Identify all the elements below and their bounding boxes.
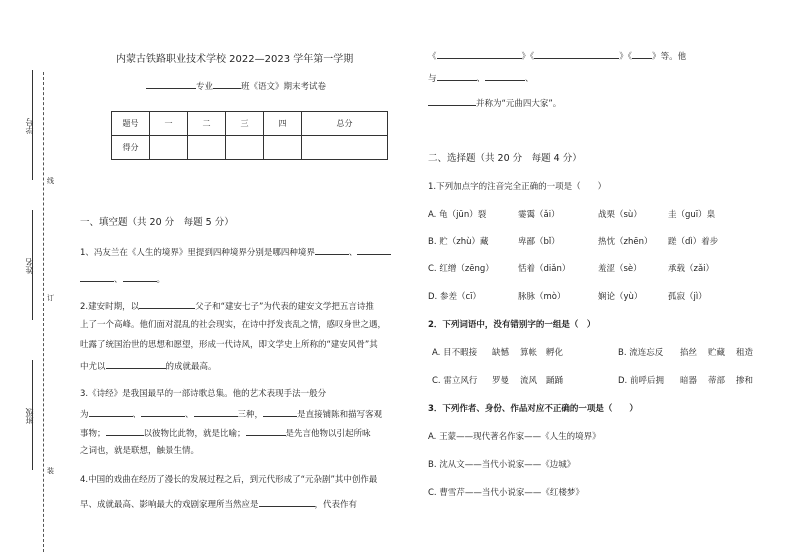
score-header-cell: 总分 (302, 112, 388, 136)
score-table-header-row (112, 112, 388, 136)
score-table (111, 111, 388, 160)
major-blank[interactable] (146, 78, 196, 89)
answer-blank[interactable] (141, 406, 185, 417)
binding-mark-bind: 装 (47, 467, 54, 475)
answer-blank[interactable] (534, 48, 619, 59)
question-1-2-line3: 吐露了统国治世的思想和愿望，形成一代诗风，即文学史上所称的“建安风骨”其 (80, 340, 378, 350)
question-1-2: 2.建安时期，以 父子和“建安七子”为代表的建安文学把五言诗推 (80, 298, 374, 314)
answer-blank[interactable] (194, 406, 238, 417)
question-1-3: 3.《诗经》是我国最早的一部诗歌总集。他的艺术表现手法一般分 (80, 389, 327, 399)
option-row[interactable]: A. 王蒙——现代著名作家——《人生的境界》 (428, 432, 601, 442)
answer-blank[interactable] (437, 70, 477, 81)
student-id-blank[interactable] (32, 70, 33, 180)
answer-blank[interactable] (485, 70, 525, 81)
answer-blank[interactable] (437, 48, 522, 59)
question-1-3-line4: 之词也，就是联想，触景生情。 (80, 446, 200, 456)
name-label: 姓名 (25, 258, 34, 274)
answer-blank[interactable] (123, 271, 157, 282)
question-1-2-line4: 中尤以 的成就最高。 (80, 358, 217, 374)
score-header-cell: 三 (226, 112, 264, 136)
option-row[interactable]: B. 沈从文——当代小说家——《边城》 (428, 460, 576, 470)
question-2-1: 1.下列加点字的注音完全正确的一项是（ ） (428, 182, 607, 192)
question-1-4-line5: 并称为“元曲四大家”。 (428, 95, 561, 111)
question-1-2-line2: 上了一个高峰。他们面对混乱的社会现实，在诗中抒发丧乱之情，感叹身世之遇， (80, 320, 387, 330)
name-blank[interactable] (32, 210, 33, 320)
answer-blank[interactable] (80, 271, 114, 282)
question-1-4-line3: 《 》《 》《 》等。他 (428, 48, 686, 64)
class-blank[interactable] (32, 360, 33, 470)
section2-heading: 二、选择题（共 20 分 每题 4 分） (428, 153, 582, 164)
question-1-1: 1、冯友兰在《人生的境界》里提到四种境界分别是哪四种境界 、 (80, 244, 391, 260)
question-1-4-line2: 早、成就最高、影响最大的戏剧家理所当然应是 ，代表作有 (80, 496, 357, 512)
question-2-2: 2．下列词语中，没有错别字的一组是（ ） (428, 320, 596, 330)
answer-blank[interactable] (259, 496, 315, 507)
score-cell[interactable] (188, 136, 226, 160)
answer-blank[interactable] (632, 48, 652, 59)
answer-blank[interactable] (89, 406, 133, 417)
answer-blank[interactable] (106, 425, 144, 436)
class-label: 班级 (25, 408, 34, 424)
score-row-label: 得分 (112, 136, 150, 160)
question-2-3: 3．下列作者、身份、作品对应不正确的一项是（ ） (428, 404, 638, 414)
answer-blank[interactable] (357, 244, 391, 255)
answer-blank[interactable] (263, 406, 297, 417)
subtitle: 专业 班《语文》期末考试卷 (146, 78, 326, 94)
answer-blank[interactable] (246, 425, 286, 436)
binding-line (43, 72, 44, 552)
section1-heading: 一、填空题（共 20 分 每题 5 分） (80, 217, 234, 228)
question-1-3-line3: 事物； 以彼物比此物，就是比喻； 是先言他物以引起所咏 (80, 425, 371, 441)
question-1-4: 4.中国的戏曲在经历了漫长的发展过程之后，到元代形成了“元杂剧”其中创作最 (80, 475, 378, 485)
score-header-cell: 一 (150, 112, 188, 136)
binding-strip (0, 0, 70, 560)
page-title: 内蒙古铁路职业技术学校 2022—2023 学年第一学期 (116, 54, 354, 65)
score-header-cell: 题号 (112, 112, 150, 136)
answer-blank[interactable] (315, 244, 349, 255)
binding-mark-line: 线 (47, 177, 54, 185)
answer-blank[interactable] (106, 358, 166, 369)
score-cell[interactable] (302, 136, 388, 160)
score-cell[interactable] (150, 136, 188, 160)
class-number-blank[interactable] (213, 78, 241, 89)
score-table-row (112, 136, 388, 160)
score-cell[interactable] (264, 136, 302, 160)
score-header-cell: 四 (264, 112, 302, 136)
answer-blank[interactable] (428, 95, 476, 106)
answer-blank[interactable] (139, 298, 195, 309)
student-id-label: 学号 (25, 118, 34, 134)
option-row[interactable]: C. 曹雪芹——当代小说家——《红楼梦》 (428, 488, 584, 498)
score-header-cell: 二 (188, 112, 226, 136)
score-cell[interactable] (226, 136, 264, 160)
question-1-3-line2: 为 、 、 三种， 是直接铺陈和描写客观 (80, 406, 382, 422)
question-1-4-line4: 与 、 、 (428, 70, 534, 86)
question-1-1-cont: 、 。 (80, 271, 165, 287)
binding-mark-order: 订 (47, 294, 54, 302)
